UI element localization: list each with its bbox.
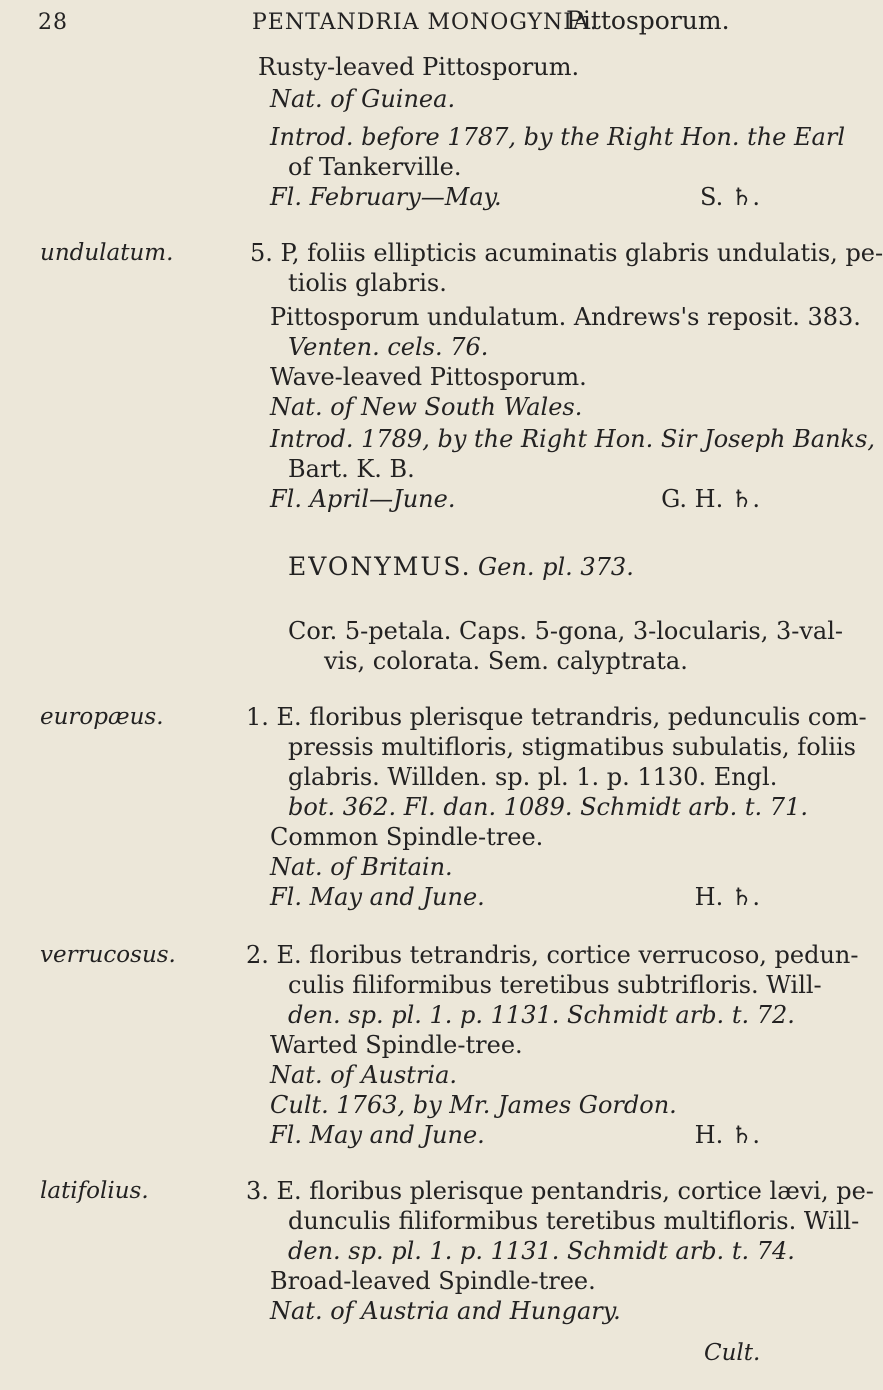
- page-number: 28: [38, 10, 68, 35]
- introduction-cont: Bart. K. B.: [288, 455, 415, 483]
- genus-character-cont: vis, colorata. Sem. calyptrata.: [324, 647, 688, 675]
- common-name: Wave-leaved Pittosporum.: [270, 363, 587, 391]
- running-title: PENTANDRIA MONOGYNIA.: [252, 10, 598, 35]
- species-reference: den. sp. pl. 1. p. 1131. Schmidt arb. t. 72.: [288, 1001, 795, 1029]
- synonym-reference-cont: Venten. cels. 76.: [288, 333, 489, 361]
- genus-reference: Gen. pl. 373.: [478, 553, 634, 581]
- species-diagnosis-cont: pressis multifloris, stigmatibus subulatis, foliis: [288, 733, 856, 761]
- running-genus: Pittosporum.: [566, 6, 730, 35]
- species-diagnosis: 2. E. floribus tetrandris, cortice verrucoso, pedun-: [246, 941, 859, 969]
- flowering-time: Fl. May and June.: [270, 1121, 485, 1149]
- cultivation: Cult. 1763, by Mr. James Gordon.: [270, 1091, 677, 1119]
- species-diagnosis: 5. P, foliis ellipticis acuminatis glabris undulatis, pe-: [250, 239, 883, 267]
- native-region: Nat. of Austria and Hungary.: [270, 1297, 621, 1325]
- common-name: Rusty-leaved Pittosporum.: [258, 53, 580, 81]
- habit-mark: S. ♄.: [700, 183, 760, 211]
- common-name: Warted Spindle-tree.: [270, 1031, 523, 1059]
- species-reference: glabris. Willden. sp. pl. 1. p. 1130. Engl.: [288, 763, 778, 791]
- species-side-name: latifolius.: [40, 1178, 149, 1204]
- synonym-reference: Pittosporum undulatum. Andrews's reposit. 383.: [270, 303, 861, 331]
- introduction: Introd. before 1787, by the Right Hon. the Earl: [270, 123, 845, 151]
- flowering-time: Fl. April—June.: [270, 485, 456, 513]
- native-region: Nat. of Britain.: [270, 853, 453, 881]
- genus-character: Cor. 5-petala. Caps. 5-gona, 3-locularis, 3-val-: [288, 617, 844, 645]
- species-reference-cont: bot. 362. Fl. dan. 1089. Schmidt arb. t. 71.: [288, 793, 808, 821]
- species-side-name: undulatum.: [40, 240, 174, 266]
- native-region: Nat. of New South Wales.: [270, 393, 583, 421]
- species-side-name: europæus.: [40, 704, 164, 730]
- species-diagnosis-cont: dunculis filiformibus teretibus multifloris. Will-: [288, 1207, 860, 1235]
- species-reference: den. sp. pl. 1. p. 1131. Schmidt arb. t. 74.: [288, 1237, 795, 1265]
- common-name: Common Spindle-tree.: [270, 823, 544, 851]
- native-region: Nat. of Guinea.: [270, 85, 456, 113]
- species-diagnosis-cont: culis filiformibus teretibus subtrifloris. Will-: [288, 971, 822, 999]
- catchword: Cult.: [704, 1340, 761, 1366]
- native-region: Nat. of Austria.: [270, 1061, 458, 1089]
- habit-mark: G. H. ♄.: [661, 485, 760, 513]
- habit-mark: H. ♄.: [694, 883, 760, 911]
- genus-title: EVONYMUS.: [288, 552, 472, 581]
- introduction: Introd. 1789, by the Right Hon. Sir Joseph Banks,: [270, 425, 876, 453]
- species-diagnosis: 3. E. floribus plerisque pentandris, cortice lævi, pe-: [246, 1177, 874, 1205]
- flowering-time: Fl. February—May.: [270, 183, 502, 211]
- introduction-cont: of Tankerville.: [288, 153, 462, 181]
- species-diagnosis-cont: tiolis glabris.: [288, 269, 447, 297]
- common-name: Broad-leaved Spindle-tree.: [270, 1267, 596, 1295]
- species-diagnosis: 1. E. floribus plerisque tetrandris, pedunculis com-: [246, 703, 867, 731]
- habit-mark: H. ♄.: [694, 1121, 760, 1149]
- species-side-name: verrucosus.: [40, 942, 176, 968]
- flowering-time: Fl. May and June.: [270, 883, 485, 911]
